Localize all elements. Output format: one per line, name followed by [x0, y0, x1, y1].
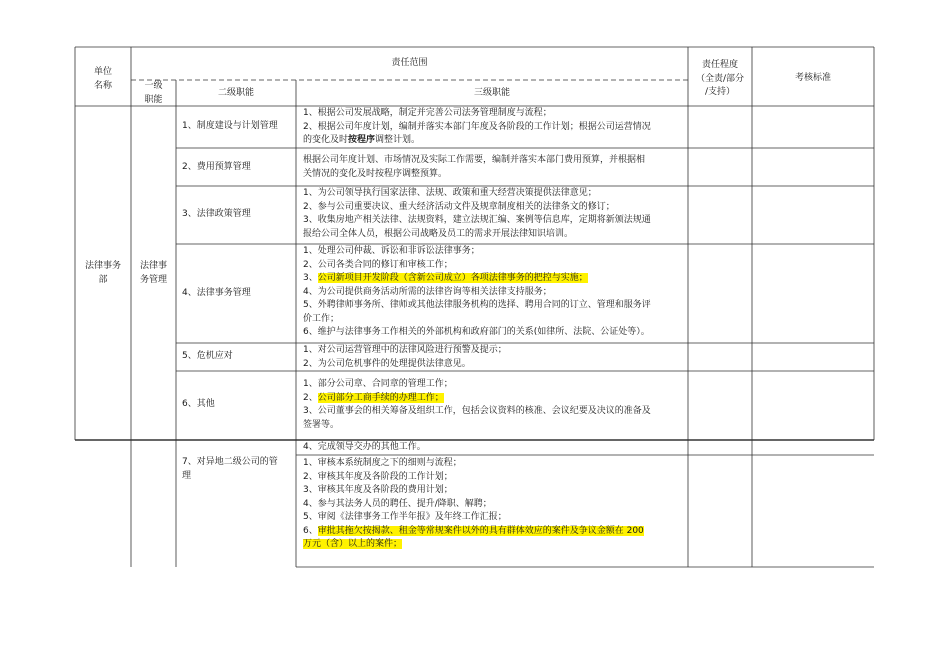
l3-text: 1、审核本系统制度之下的细则与流程； — [303, 458, 462, 468]
l3-line — [303, 538, 644, 552]
l3-text: 2、参与公司重要决议、重大经济活动文件及规章制度相关的法律条文的修订； — [303, 201, 615, 212]
l3-text: 3、公司董事会的相关筹备及组织工作，包括会议资料的核准、会议纪要及决议的准备及 — [303, 406, 651, 416]
level1-name — [131, 260, 176, 287]
level1-name-line1: 法律事 — [139, 261, 167, 271]
l3-line — [303, 457, 644, 471]
l3-continued: 4、完成领导交办的其他工作。 — [303, 442, 426, 452]
l3-text: 2、公司各类合同的修订和审核工作； — [303, 259, 453, 270]
l2-cell: 6、其他 — [182, 399, 215, 409]
l3-line — [303, 154, 645, 168]
l3-text: 1、处理公司仲裁、诉讼和非诉讼法律事务； — [303, 246, 480, 256]
l2-cell-row7 — [182, 456, 278, 483]
l2-cell: 3、法律政策管理 — [182, 209, 251, 219]
unit-name-line1: 法律事务 — [84, 261, 121, 271]
header-level2: 二级职能 — [217, 88, 254, 98]
l3-line — [303, 392, 651, 406]
l3-text: 4、为公司提供商务活动所需的法律咨询等相关法律支持服务； — [303, 286, 552, 297]
l3-line — [303, 107, 651, 121]
l3-pre: 2、 — [303, 392, 318, 403]
l3-line — [303, 498, 644, 512]
l3-pre: 的变化及时 — [303, 135, 349, 145]
l3-line — [303, 378, 651, 392]
l3-line — [303, 299, 651, 313]
header-unit — [75, 66, 131, 93]
l3-line — [303, 228, 651, 242]
l3-line — [303, 168, 645, 182]
l3-text: 2、根据公司年度计划，编制并落实本部门年度及各阶段的工作计划；根据公司运营情况 — [303, 121, 651, 132]
l2-cell: 5、危机应对 — [182, 351, 233, 361]
l3-text: 2、为公司危机事件的处理提供法律意见。 — [303, 358, 471, 369]
l2-row7-line1: 7、对异地二级公司的管 — [182, 457, 278, 467]
l3-line — [303, 272, 651, 286]
l3-cell — [303, 378, 651, 432]
l3-line — [303, 121, 651, 135]
l3-text: 2、审核其年度及各阶段的工作计划； — [303, 471, 453, 482]
l3-cell — [303, 457, 644, 552]
header-level3: 三级职能 — [473, 88, 510, 98]
l3-line — [303, 313, 651, 327]
l3-text: 5、审阅《法律事务工作半年报》及年终工作汇报； — [303, 512, 507, 522]
l3-bold: 按程序 — [348, 135, 376, 145]
l3-line — [303, 134, 651, 148]
l3-hl: 公司新项目开发阶段（含新公司成立）各项法律事务的把控与实施； — [317, 273, 588, 283]
l2-cell: 2、费用预算管理 — [182, 162, 251, 172]
header-unit-line2: 名称 — [93, 80, 112, 91]
l3-line — [303, 286, 651, 300]
l3-text: 报给公司全体人员，根据公司战略及员工的需求开展法律知识培训。 — [303, 228, 574, 239]
l3-pre: 6、 — [303, 525, 318, 536]
l3-text: 1、根据公司发展战略，制定并完善公司法务管理制度与流程； — [303, 108, 552, 118]
l3-line — [303, 344, 507, 358]
l3-text: 签署等。 — [303, 419, 340, 430]
l3-text: 5、外聘律师事务所、律师或其他法律服务机构的选择、聘用合同的订立、管理和服务评 — [303, 300, 651, 310]
l3-hl: 审批其拖欠按揭款、租金等常规案件以外的具有群体效应的案件及争议金额在 200 — [317, 525, 644, 536]
header-degree-line2: （全责/部分 — [695, 73, 745, 84]
l3-cell — [303, 344, 507, 371]
l2-row7-line2: 理 — [182, 470, 192, 481]
l2-cell: 4、法律事务管理 — [182, 288, 251, 298]
l3-line — [303, 471, 644, 485]
l2-cell: 1、制度建设与计划管理 — [182, 121, 278, 131]
header-degree — [688, 59, 752, 100]
l3-line — [303, 511, 644, 525]
l3-hl: 万元（含）以上的案件； — [303, 539, 403, 549]
header-level1-line1: 一级 — [144, 81, 163, 91]
header-unit-line1: 单位 — [93, 67, 112, 77]
l3-cell — [303, 154, 645, 181]
header-level1-line2: 职能 — [144, 94, 163, 105]
header-degree-line3: /支持） — [704, 87, 736, 97]
l3-line — [303, 358, 507, 372]
l3-line — [303, 405, 651, 419]
l3-text: 1、部分公司章、合同章的管理工作； — [303, 379, 453, 389]
l3-text: 4、参与其法务人员的聘任、提升/降职、解聘； — [303, 498, 492, 509]
l3-pre: 3、 — [303, 273, 318, 283]
l3-cell — [303, 187, 651, 241]
header-level1 — [131, 80, 176, 107]
unit-name — [75, 260, 131, 287]
l3-text: 关情况的变化及时按程序调整预算。 — [303, 168, 448, 179]
l3-text: 6、维护与法律事务工作相关的外部机构和政府部门的关系(如律所、法院、公证处等）。 — [303, 327, 650, 337]
l3-text: 1、为公司领导执行国家法律、法规、政策和重大经营决策提供法律意见； — [303, 188, 597, 198]
l3-text: 价工作； — [303, 313, 340, 324]
l3-text: 根据公司年度计划、市场情况及实际工作需要，编制并落实本部门费用预算，并根据相 — [303, 155, 646, 165]
l3-text: 1、对公司运营管理中的法律风险进行预警及提示； — [303, 345, 507, 355]
l3-text: 3、审核其年度及各阶段的费用计划； — [303, 485, 453, 495]
l3-line — [303, 326, 651, 340]
header-degree-line1: 责任程度 — [701, 60, 738, 70]
header-scope: 责任范围 — [391, 58, 428, 68]
level1-name-line2: 务管理 — [139, 274, 167, 285]
l3-line — [303, 245, 651, 259]
header-standard: 考核标准 — [794, 73, 831, 83]
l3-line — [303, 419, 651, 433]
l3-line — [303, 525, 644, 539]
l3-hl: 公司部分工商手续的办理工作； — [317, 392, 444, 403]
l3-post: 调整计划。 — [375, 135, 421, 145]
l3-line — [303, 214, 651, 228]
unit-name-line2: 部 — [98, 274, 108, 285]
l3-line — [303, 259, 651, 273]
l3-line — [303, 187, 651, 201]
l3-cell — [303, 245, 651, 340]
l3-cell — [303, 107, 651, 148]
l3-line — [303, 201, 651, 215]
l3-line — [303, 484, 644, 498]
l3-text: 3、收集房地产相关法律、法规资料，建立法规汇编、案例等信息库，定期将新颁法规通 — [303, 215, 651, 225]
